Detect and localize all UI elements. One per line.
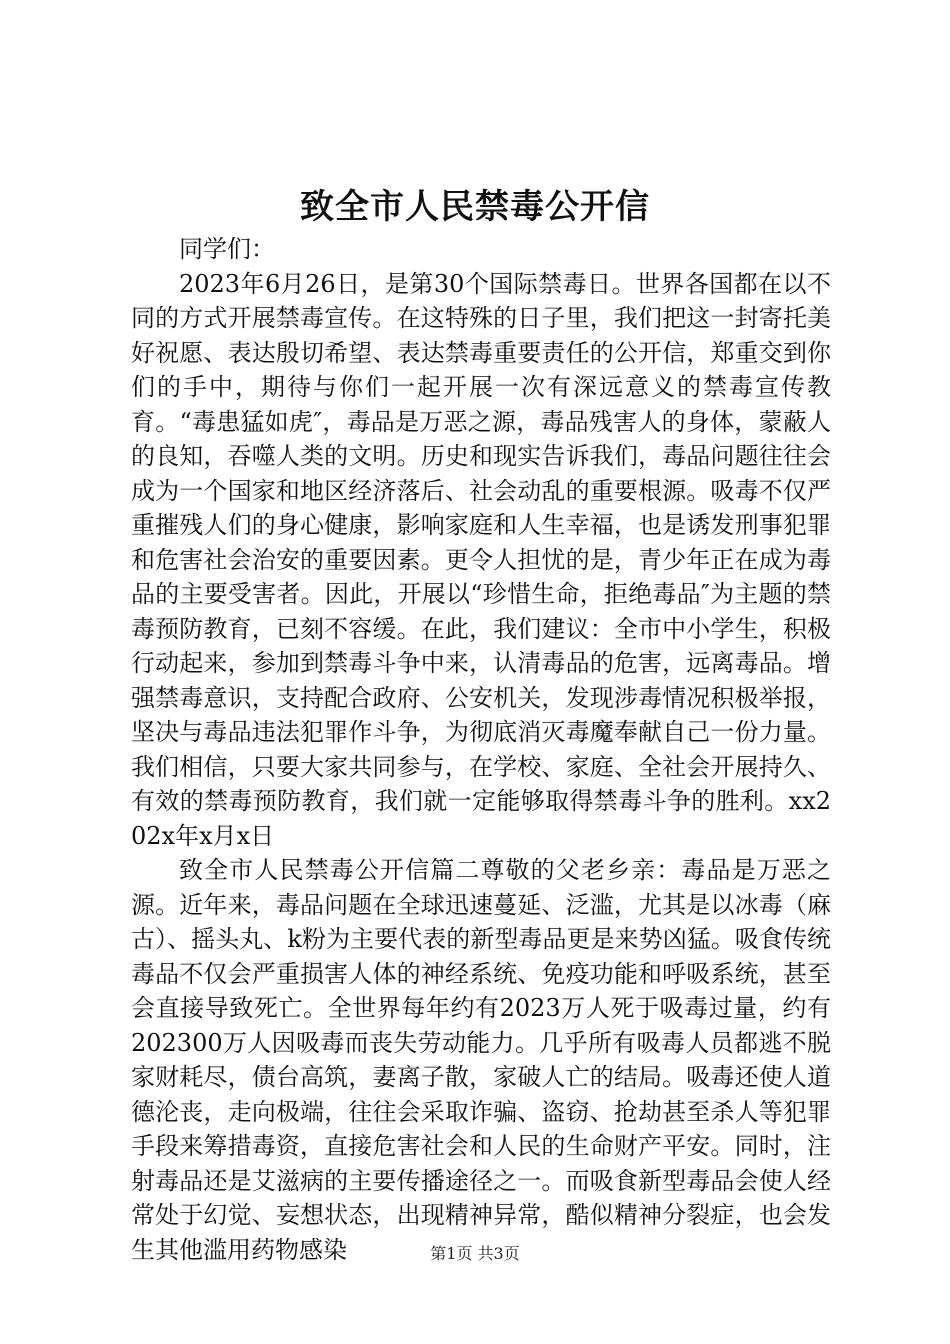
- paragraph-1: 2023年6月26日，是第30个国际禁毒日。世界各国都在以不同的方式开展禁毒宣传。在这特殊的日子里，我们把这一封寄托美好祝愿、表达殷切希望、表达禁毒重要责任的公开信，郑重交到你们的手中，期待与你们一起开展一次有深远意义的禁毒宣传教育。“毒患猛如虎″，毒品是万恶之源，毒品残害人的身体，蒙蔽人的良知，吞噬人类的文明。历史和现实告诉我们，毒品问题往往会成为一个国家和地区经济落后、社会动乱的重要根源。吸毒不仅严重摧残人们的身心健康，影响家庭和人生幸福，也是诱发刑事犯罪和危害社会治安的重要因素。更令人担忧的是，青少年正在成为毒品的主要受害者。因此，开展以“珍惜生命，拒绝毒品″为主题的禁毒预防教育，已刻不容缓。在此，我们建议：全市中小学生，积极行动起来，参加到禁毒斗争中来，认清毒品的危害，远离毒品。增强禁毒意识，支持配合政府、公安机关，发现涉毒情况积极举报，坚决与毒品违法犯罪作斗争，为彻底消灭毒魔奉献自己一份力量。我们相信，只要大家共同参与，在学校、家庭、全社会开展持久、有效的禁毒预防教育，我们就一定能够取得禁毒斗争的胜利。xx202x年x月x日: [131, 269, 831, 850]
- document-body: [131, 232, 831, 1267]
- greeting-line: 同学们：: [179, 235, 275, 263]
- page-number-footer: 第1页 共3页: [430, 1244, 520, 1263]
- paragraph-2: 致全市人民禁毒公开信篇二尊敬的父老乡亲：毒品是万恶之源。近年来，毒品问题在全球迅速蔓延、泛滥，尤其是以冰毒（麻古）、摇头丸、k粉为主要代表的新型毒品更是来势凶猛。吸食传统毒品不仅会严重损害人体的神经系统、免疫功能和呼吸系统，甚至会直接导致死亡。全世界每年约有2023万人死于吸毒过量，约有202300万人因吸毒而丧失劳动能力。几乎所有吸毒人员都逃不脱家财耗尽，债台高筑，妻离子散，家破人亡的结局。吸毒还使人道德沦丧，走向极端，往往会采取诈骗、盗窃、抢劫甚至杀人等犯罪手段来筹措毒资，直接危害社会和人民的生命财产平安。同时，注射毒品还是艾滋病的主要传播途径之一。而吸食新型毒品会使人经常处于幻觉、妄想状态，出现精神异常，酷似精神分裂症，也会发生其他滥用药物感染: [131, 856, 831, 1264]
- document-title: 致全市人民禁毒公开信: [300, 187, 650, 227]
